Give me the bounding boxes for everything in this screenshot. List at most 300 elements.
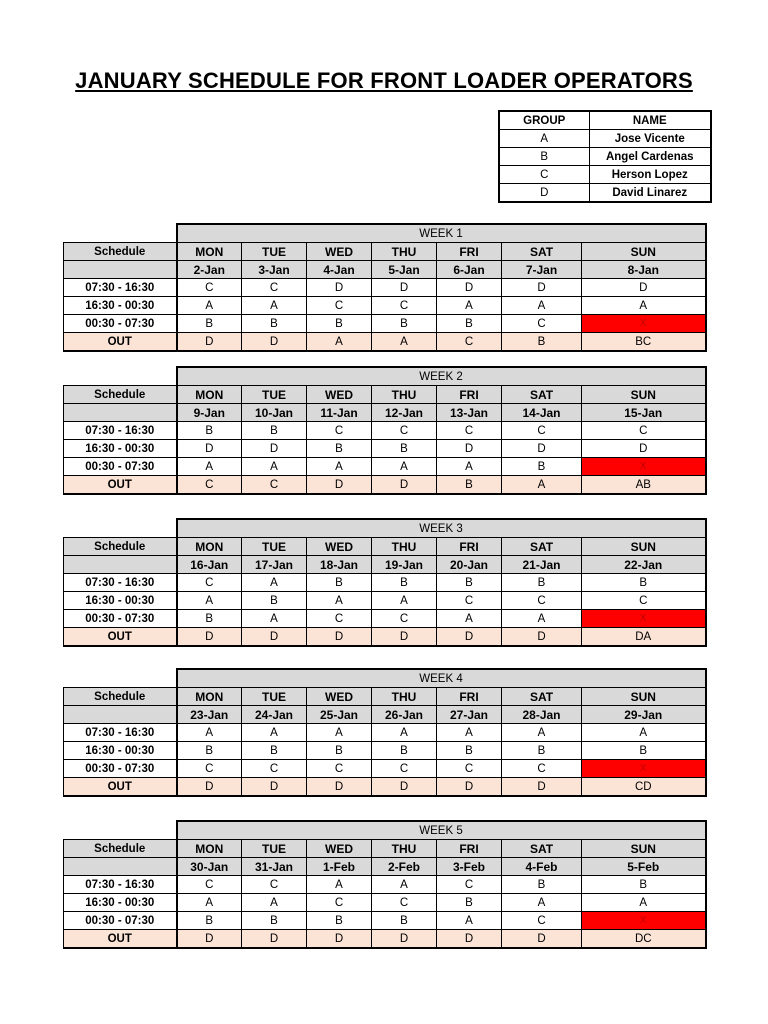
date-cell: 22-Jan: [582, 556, 706, 574]
out-cell: D: [242, 628, 307, 647]
blank-cell: [64, 224, 177, 243]
week-schedule-table: [63, 668, 707, 797]
day-header: WED: [307, 386, 372, 404]
shift-cell: C: [437, 592, 502, 610]
week-schedule-table: [63, 366, 707, 495]
out-cell: AB: [582, 476, 706, 495]
day-header: MON: [177, 840, 242, 858]
day-header: SAT: [502, 243, 582, 261]
date-cell: 29-Jan: [582, 706, 706, 724]
date-cell: 6-Jan: [437, 261, 502, 279]
shift-cell: C: [307, 894, 372, 912]
shift-cell: A: [307, 592, 372, 610]
shift-cell: B: [177, 742, 242, 760]
off-shift-cell: X: [582, 760, 706, 778]
date-cell: 11-Jan: [307, 404, 372, 422]
date-row: [64, 404, 706, 422]
out-label: OUT: [64, 778, 177, 797]
shift-cell: C: [307, 610, 372, 628]
shift-cell: B: [177, 315, 242, 333]
week-schedule-table: [63, 223, 707, 352]
out-cell: D: [307, 930, 372, 949]
day-header: FRI: [437, 688, 502, 706]
shift-cell: A: [307, 724, 372, 742]
shift-cell: B: [307, 440, 372, 458]
date-cell: 4-Feb: [502, 858, 582, 876]
out-label: OUT: [64, 930, 177, 949]
out-cell: C: [437, 333, 502, 352]
off-shift-cell: X: [582, 610, 706, 628]
shift-cell: D: [502, 279, 582, 297]
schedule-label: Schedule: [64, 386, 177, 404]
date-cell: 2-Feb: [372, 858, 437, 876]
out-cell: B: [502, 333, 582, 352]
shift-cell: C: [372, 297, 437, 315]
shift-cell: A: [372, 724, 437, 742]
blank-gray-cell: [64, 858, 177, 876]
shift-cell: A: [582, 894, 706, 912]
out-cell: D: [372, 476, 437, 495]
shift-cell: A: [177, 458, 242, 476]
shift-row: [64, 760, 706, 778]
day-header: FRI: [437, 840, 502, 858]
shift-cell: C: [177, 279, 242, 297]
shift-cell: D: [502, 440, 582, 458]
shift-cell: B: [502, 574, 582, 592]
shift-time-label: 16:30 - 00:30: [64, 440, 177, 458]
date-cell: 31-Jan: [242, 858, 307, 876]
day-header: WED: [307, 243, 372, 261]
off-shift-cell: X: [582, 458, 706, 476]
day-header: SUN: [582, 538, 706, 556]
schedule-label: Schedule: [64, 688, 177, 706]
out-cell: BC: [582, 333, 706, 352]
shift-cell: B: [242, 422, 307, 440]
out-row: [64, 628, 706, 647]
shift-cell: B: [372, 440, 437, 458]
date-cell: 3-Jan: [242, 261, 307, 279]
day-header: WED: [307, 538, 372, 556]
shift-cell: B: [582, 742, 706, 760]
week-title-row: [64, 224, 706, 243]
day-header: THU: [372, 688, 437, 706]
shift-row: [64, 724, 706, 742]
out-cell: D: [242, 930, 307, 949]
legend-name-cell: David Linarez: [589, 184, 711, 203]
shift-time-label: 00:30 - 07:30: [64, 912, 177, 930]
date-cell: 5-Jan: [372, 261, 437, 279]
day-header: MON: [177, 386, 242, 404]
shift-cell: B: [502, 458, 582, 476]
legend-row: [499, 166, 711, 184]
shift-cell: B: [177, 610, 242, 628]
out-label: OUT: [64, 333, 177, 352]
shift-cell: C: [582, 422, 706, 440]
shift-cell: C: [372, 422, 437, 440]
shift-cell: D: [437, 279, 502, 297]
shift-cell: A: [242, 458, 307, 476]
out-cell: D: [177, 930, 242, 949]
day-header: MON: [177, 688, 242, 706]
date-cell: 10-Jan: [242, 404, 307, 422]
day-header: SUN: [582, 243, 706, 261]
shift-cell: A: [502, 894, 582, 912]
day-header: TUE: [242, 688, 307, 706]
day-header: TUE: [242, 538, 307, 556]
date-cell: 4-Jan: [307, 261, 372, 279]
date-cell: 13-Jan: [437, 404, 502, 422]
shift-cell: B: [242, 912, 307, 930]
shift-time-label: 16:30 - 00:30: [64, 894, 177, 912]
shift-row: [64, 279, 706, 297]
day-header: FRI: [437, 386, 502, 404]
schedule-label: Schedule: [64, 243, 177, 261]
shift-cell: A: [582, 297, 706, 315]
week-title-row: [64, 367, 706, 386]
day-header: TUE: [242, 386, 307, 404]
date-row: [64, 556, 706, 574]
out-cell: DC: [582, 930, 706, 949]
shift-cell: A: [437, 458, 502, 476]
shift-cell: B: [242, 742, 307, 760]
date-cell: 17-Jan: [242, 556, 307, 574]
date-cell: 8-Jan: [582, 261, 706, 279]
shift-cell: B: [372, 742, 437, 760]
schedule-label: Schedule: [64, 538, 177, 556]
week-title: WEEK 5: [177, 821, 706, 840]
blank-gray-cell: [64, 556, 177, 574]
week-title: WEEK 3: [177, 519, 706, 538]
shift-cell: A: [582, 724, 706, 742]
date-row: [64, 858, 706, 876]
out-cell: D: [437, 930, 502, 949]
shift-cell: C: [177, 760, 242, 778]
out-cell: CD: [582, 778, 706, 797]
shift-cell: A: [372, 458, 437, 476]
shift-cell: B: [582, 876, 706, 894]
page-title: JANUARY SCHEDULE FOR FRONT LOADER OPERATORS: [75, 68, 693, 93]
shift-cell: C: [307, 760, 372, 778]
legend-header-group: GROUP: [499, 111, 589, 130]
day-header: THU: [372, 538, 437, 556]
shift-time-label: 07:30 - 16:30: [64, 724, 177, 742]
week-title: WEEK 4: [177, 669, 706, 688]
blank-cell: [64, 519, 177, 538]
shift-row: [64, 297, 706, 315]
shift-cell: C: [502, 315, 582, 333]
shift-cell: A: [177, 297, 242, 315]
shift-cell: A: [437, 297, 502, 315]
shift-time-label: 16:30 - 00:30: [64, 742, 177, 760]
blank-gray-cell: [64, 261, 177, 279]
out-cell: D: [372, 930, 437, 949]
date-cell: 21-Jan: [502, 556, 582, 574]
shift-cell: C: [502, 422, 582, 440]
shift-cell: B: [307, 315, 372, 333]
out-cell: D: [372, 778, 437, 797]
date-cell: 3-Feb: [437, 858, 502, 876]
shift-row: [64, 876, 706, 894]
off-shift-cell: X: [582, 315, 706, 333]
date-cell: 12-Jan: [372, 404, 437, 422]
day-header-row: [64, 688, 706, 706]
out-cell: DA: [582, 628, 706, 647]
out-cell: B: [437, 476, 502, 495]
legend-name-cell: Jose Vicente: [589, 130, 711, 148]
shift-cell: A: [242, 574, 307, 592]
shift-cell: A: [437, 912, 502, 930]
day-header: SUN: [582, 386, 706, 404]
day-header-row: [64, 538, 706, 556]
shift-row: [64, 422, 706, 440]
legend-group-cell: D: [499, 184, 589, 203]
shift-time-label: 00:30 - 07:30: [64, 610, 177, 628]
shift-cell: A: [177, 894, 242, 912]
shift-cell: C: [242, 876, 307, 894]
shift-cell: A: [242, 894, 307, 912]
date-cell: 5-Feb: [582, 858, 706, 876]
day-header: THU: [372, 386, 437, 404]
out-label: OUT: [64, 628, 177, 647]
week-title-row: [64, 519, 706, 538]
date-cell: 20-Jan: [437, 556, 502, 574]
shift-cell: A: [177, 724, 242, 742]
legend-header-row: [499, 111, 711, 130]
shift-cell: C: [372, 610, 437, 628]
shift-row: [64, 742, 706, 760]
shift-cell: A: [242, 610, 307, 628]
shift-cell: C: [437, 876, 502, 894]
day-header-row: [64, 840, 706, 858]
out-cell: D: [177, 628, 242, 647]
shift-row: [64, 440, 706, 458]
shift-cell: C: [307, 297, 372, 315]
legend-group-cell: C: [499, 166, 589, 184]
legend-header-name: NAME: [589, 111, 711, 130]
shift-time-label: 16:30 - 00:30: [64, 297, 177, 315]
shift-cell: D: [177, 440, 242, 458]
out-cell: D: [307, 476, 372, 495]
date-cell: 18-Jan: [307, 556, 372, 574]
shift-cell: B: [177, 422, 242, 440]
shift-cell: B: [307, 742, 372, 760]
schedule-label: Schedule: [64, 840, 177, 858]
off-shift-cell: X: [582, 912, 706, 930]
date-cell: 27-Jan: [437, 706, 502, 724]
shift-cell: B: [502, 742, 582, 760]
legend-name-cell: Herson Lopez: [589, 166, 711, 184]
date-cell: 23-Jan: [177, 706, 242, 724]
out-label: OUT: [64, 476, 177, 495]
shift-cell: A: [502, 297, 582, 315]
shift-time-label: 07:30 - 16:30: [64, 876, 177, 894]
shift-time-label: 07:30 - 16:30: [64, 574, 177, 592]
out-row: [64, 333, 706, 352]
shift-cell: C: [437, 422, 502, 440]
legend-group-cell: A: [499, 130, 589, 148]
shift-cell: A: [437, 610, 502, 628]
shift-cell: C: [437, 760, 502, 778]
legend-row: [499, 130, 711, 148]
shift-cell: C: [177, 876, 242, 894]
date-cell: 19-Jan: [372, 556, 437, 574]
blank-cell: [64, 367, 177, 386]
date-row: [64, 706, 706, 724]
shift-row: [64, 315, 706, 333]
out-cell: D: [307, 778, 372, 797]
shift-row: [64, 458, 706, 476]
date-cell: 24-Jan: [242, 706, 307, 724]
week-title-row: [64, 821, 706, 840]
shift-cell: A: [242, 297, 307, 315]
shift-cell: A: [307, 876, 372, 894]
week-schedule-table: [63, 518, 707, 647]
out-cell: A: [307, 333, 372, 352]
shift-cell: B: [437, 315, 502, 333]
shift-row: [64, 592, 706, 610]
legend-row: [499, 184, 711, 203]
out-cell: D: [372, 628, 437, 647]
shift-cell: D: [437, 440, 502, 458]
date-cell: 1-Feb: [307, 858, 372, 876]
day-header: THU: [372, 243, 437, 261]
shift-cell: B: [437, 574, 502, 592]
shift-cell: B: [242, 592, 307, 610]
week-title: WEEK 2: [177, 367, 706, 386]
shift-cell: A: [242, 724, 307, 742]
day-header-row: [64, 243, 706, 261]
day-header: SUN: [582, 688, 706, 706]
shift-row: [64, 610, 706, 628]
day-header: MON: [177, 243, 242, 261]
blank-gray-cell: [64, 404, 177, 422]
shift-cell: D: [582, 440, 706, 458]
date-cell: 15-Jan: [582, 404, 706, 422]
shift-cell: D: [307, 279, 372, 297]
shift-cell: B: [437, 894, 502, 912]
date-cell: 26-Jan: [372, 706, 437, 724]
out-cell: D: [502, 628, 582, 647]
shift-cell: C: [582, 592, 706, 610]
date-cell: 14-Jan: [502, 404, 582, 422]
out-row: [64, 778, 706, 797]
date-cell: 7-Jan: [502, 261, 582, 279]
day-header: TUE: [242, 243, 307, 261]
shift-row: [64, 912, 706, 930]
day-header: SAT: [502, 386, 582, 404]
shift-cell: B: [177, 912, 242, 930]
date-row: [64, 261, 706, 279]
shift-cell: D: [242, 440, 307, 458]
week-schedule-table: [63, 820, 707, 949]
out-cell: D: [177, 333, 242, 352]
out-cell: D: [437, 778, 502, 797]
shift-cell: B: [372, 315, 437, 333]
out-cell: D: [502, 930, 582, 949]
day-header: FRI: [437, 243, 502, 261]
out-cell: D: [502, 778, 582, 797]
shift-cell: B: [242, 315, 307, 333]
shift-cell: B: [307, 574, 372, 592]
day-header: WED: [307, 688, 372, 706]
shift-cell: C: [307, 422, 372, 440]
shift-cell: A: [372, 876, 437, 894]
day-header: MON: [177, 538, 242, 556]
shift-cell: D: [582, 279, 706, 297]
shift-time-label: 00:30 - 07:30: [64, 458, 177, 476]
out-row: [64, 930, 706, 949]
day-header: TUE: [242, 840, 307, 858]
day-header: WED: [307, 840, 372, 858]
shift-cell: A: [177, 592, 242, 610]
shift-cell: A: [502, 610, 582, 628]
shift-row: [64, 574, 706, 592]
legend-row: [499, 148, 711, 166]
shift-time-label: 00:30 - 07:30: [64, 315, 177, 333]
blank-cell: [64, 821, 177, 840]
date-cell: 2-Jan: [177, 261, 242, 279]
group-legend-table: [498, 110, 712, 203]
shift-cell: C: [242, 279, 307, 297]
shift-time-label: 00:30 - 07:30: [64, 760, 177, 778]
out-cell: A: [502, 476, 582, 495]
shift-cell: A: [437, 724, 502, 742]
out-row: [64, 476, 706, 495]
date-cell: 9-Jan: [177, 404, 242, 422]
legend-group-cell: B: [499, 148, 589, 166]
shift-cell: A: [372, 592, 437, 610]
day-header: FRI: [437, 538, 502, 556]
shift-cell: A: [502, 724, 582, 742]
day-header: SAT: [502, 840, 582, 858]
shift-cell: D: [372, 279, 437, 297]
shift-cell: C: [502, 760, 582, 778]
blank-gray-cell: [64, 706, 177, 724]
shift-cell: C: [502, 592, 582, 610]
shift-time-label: 16:30 - 00:30: [64, 592, 177, 610]
shift-cell: C: [177, 574, 242, 592]
shift-cell: B: [502, 876, 582, 894]
blank-cell: [64, 669, 177, 688]
out-cell: D: [177, 778, 242, 797]
date-cell: 30-Jan: [177, 858, 242, 876]
day-header: THU: [372, 840, 437, 858]
shift-cell: B: [372, 912, 437, 930]
day-header: SAT: [502, 688, 582, 706]
out-cell: D: [242, 333, 307, 352]
shift-cell: B: [372, 574, 437, 592]
shift-cell: B: [307, 912, 372, 930]
date-cell: 28-Jan: [502, 706, 582, 724]
out-cell: C: [177, 476, 242, 495]
date-cell: 25-Jan: [307, 706, 372, 724]
out-cell: C: [242, 476, 307, 495]
out-cell: D: [242, 778, 307, 797]
shift-cell: C: [242, 760, 307, 778]
shift-time-label: 07:30 - 16:30: [64, 279, 177, 297]
shift-time-label: 07:30 - 16:30: [64, 422, 177, 440]
day-header: SAT: [502, 538, 582, 556]
shift-cell: A: [307, 458, 372, 476]
out-cell: A: [372, 333, 437, 352]
date-cell: 16-Jan: [177, 556, 242, 574]
week-title-row: [64, 669, 706, 688]
day-header: SUN: [582, 840, 706, 858]
day-header-row: [64, 386, 706, 404]
shift-cell: B: [582, 574, 706, 592]
out-cell: D: [437, 628, 502, 647]
shift-row: [64, 894, 706, 912]
